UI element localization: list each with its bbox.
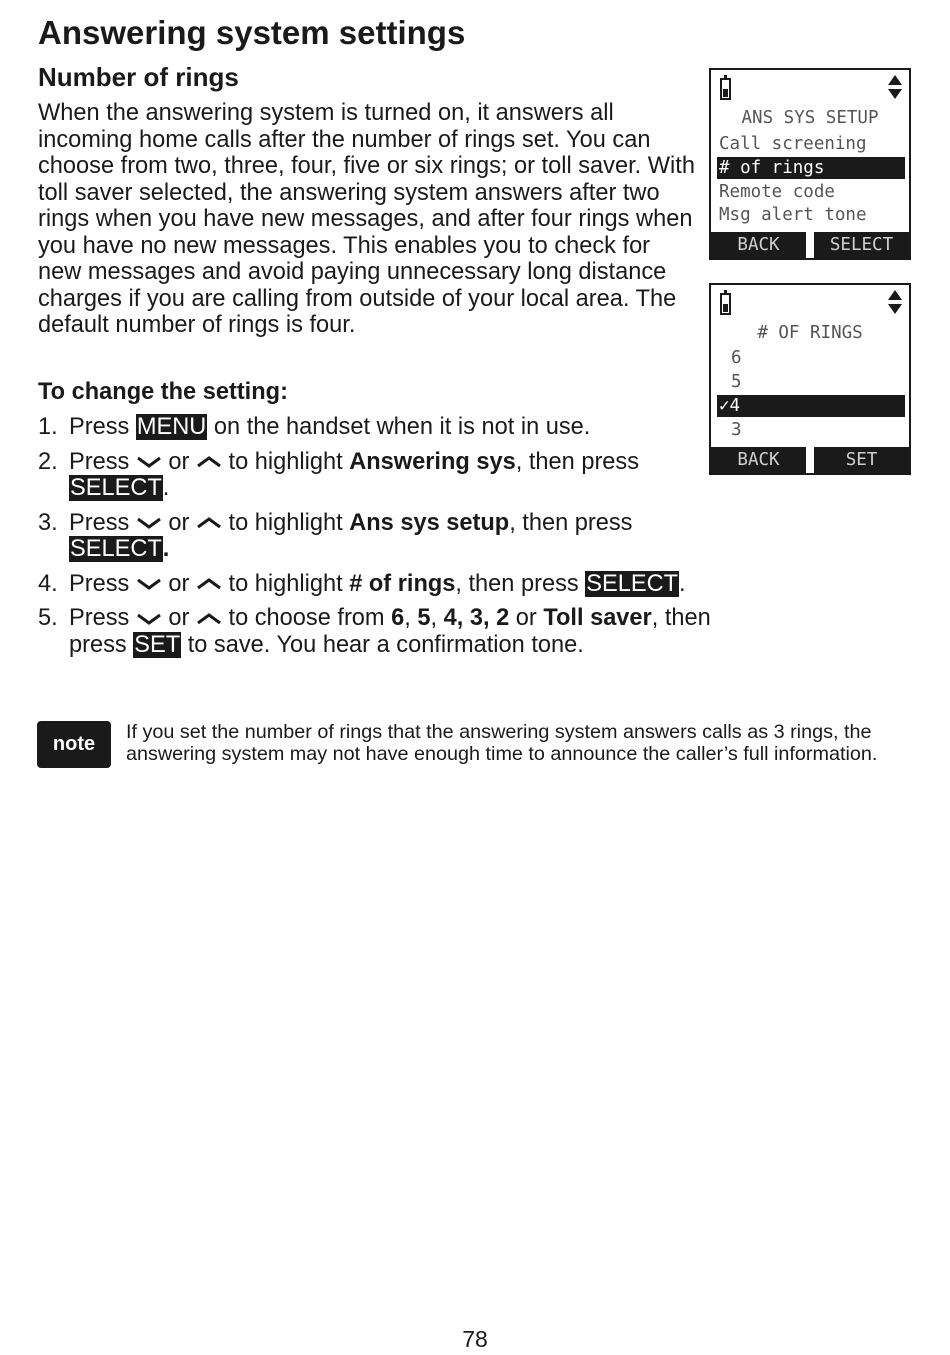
step-text: . <box>679 570 686 597</box>
step-4 <box>38 571 718 598</box>
screen-menu-item: Call screening <box>719 134 867 154</box>
step-text: to highlight <box>221 509 350 536</box>
step-number: 1. <box>38 414 58 440</box>
step-number: 3. <box>38 509 58 536</box>
step-2 <box>38 449 718 502</box>
step-text: or <box>161 570 196 597</box>
step-text: , <box>404 605 418 631</box>
menu-key: MENU <box>136 414 207 440</box>
step-text: or <box>161 448 196 475</box>
step-text: to choose from <box>221 605 392 631</box>
chevron-up-icon <box>196 516 222 530</box>
ring-option: 4, 3, 2 <box>443 605 510 631</box>
note-text: If you set the number of rings that the answering system answers calls as 3 rings, the answering system may not have enough time to announce the caller’s full information. <box>126 721 878 765</box>
page-number: 78 <box>462 1326 488 1352</box>
screen-option-highlighted: ✓4 <box>717 395 905 417</box>
step-text: . <box>162 475 170 501</box>
screen-option: 5 <box>731 372 742 392</box>
screen-option: 3 <box>731 420 742 440</box>
screen-status-bar <box>711 70 909 106</box>
chevron-down-icon <box>136 612 162 626</box>
step-text: to highlight <box>221 570 350 597</box>
menu-item-name: Ans sys setup <box>349 509 510 536</box>
step-number: 4. <box>38 570 58 597</box>
screen-menu-item-highlighted: # of rings <box>717 157 905 179</box>
handset-screen-number-of-rings <box>709 283 911 475</box>
step-text: , then press <box>515 448 640 475</box>
step-text: Press <box>69 448 136 475</box>
step-text: on the handset when it is not in use. <box>207 414 591 440</box>
step-text: , then press <box>455 570 586 597</box>
ring-option: 5 <box>417 605 431 631</box>
step-text: , <box>430 605 444 631</box>
step-text: Press <box>69 570 136 597</box>
step-text: Press <box>69 605 136 631</box>
step-5 <box>38 605 718 658</box>
screen-menu-item: Msg alert tone <box>719 205 867 225</box>
chevron-down-icon <box>136 516 162 530</box>
step-text: , then press <box>69 605 711 658</box>
intro-paragraph: When the answering system is turned on, it answers all incoming home calls after the number of rings set. You can choose from two, three, four, five or six rings; or toll saver. With toll saver selected, the answering system answers after two rings when you have new messages, and after four rings when you have no new messages. This enables you to check for new messages and avoid paying unnecessary long distance charges if you are calling from outside of your local area. The default number of rings is four. <box>38 100 695 338</box>
softkey-bar <box>711 232 909 258</box>
back-softkey: BACK <box>711 447 806 473</box>
step-text: to save. You hear a confirmation tone. <box>181 631 584 658</box>
chevron-down-icon <box>136 455 162 469</box>
screen-menu-item: Remote code <box>719 182 835 202</box>
step-text: . <box>162 536 170 562</box>
battery-icon <box>720 293 731 315</box>
battery-icon <box>720 78 731 100</box>
menu-item-name: Answering sys <box>349 448 516 475</box>
menu-item-name: # of rings <box>349 570 456 597</box>
select-key: SELECT <box>70 475 162 501</box>
step-text: or <box>161 605 196 631</box>
screen-title: ANS SYS SETUP <box>741 108 879 128</box>
page-title: Answering system settings <box>38 14 466 51</box>
ring-option: 6 <box>391 605 405 631</box>
step-text: or <box>161 509 196 536</box>
softkey-bar <box>711 447 909 473</box>
ring-option: Toll saver <box>543 605 652 631</box>
step-1 <box>38 414 718 441</box>
step-text: Press <box>69 414 136 440</box>
up-down-arrows-icon <box>887 289 903 315</box>
section-title: Number of rings <box>38 62 239 92</box>
note-badge: note <box>37 721 111 768</box>
screen-title: # OF RINGS <box>757 323 863 343</box>
set-softkey: SET <box>814 447 909 473</box>
select-softkey: SELECT <box>814 232 909 258</box>
chevron-down-icon <box>136 577 162 591</box>
steps-list <box>38 414 718 666</box>
up-down-arrows-icon <box>887 74 903 100</box>
set-key: SET <box>134 631 181 658</box>
step-text: Press <box>69 509 136 536</box>
step-text: , then press <box>509 509 633 536</box>
handset-screen-ans-sys-setup <box>709 68 911 260</box>
back-softkey: BACK <box>711 232 806 258</box>
select-key: SELECT <box>70 536 162 562</box>
step-text: to highlight <box>221 448 350 475</box>
screen-status-bar <box>711 285 909 321</box>
step-3 <box>38 510 718 563</box>
select-key: SELECT <box>586 570 679 597</box>
chevron-up-icon <box>196 577 222 591</box>
steps-heading: To change the setting: <box>38 379 288 405</box>
step-number: 2. <box>38 448 58 475</box>
chevron-up-icon <box>196 455 222 469</box>
step-number: 5. <box>38 605 58 631</box>
chevron-up-icon <box>196 612 222 626</box>
step-text: or <box>509 605 544 631</box>
screen-option: 6 <box>731 348 742 368</box>
